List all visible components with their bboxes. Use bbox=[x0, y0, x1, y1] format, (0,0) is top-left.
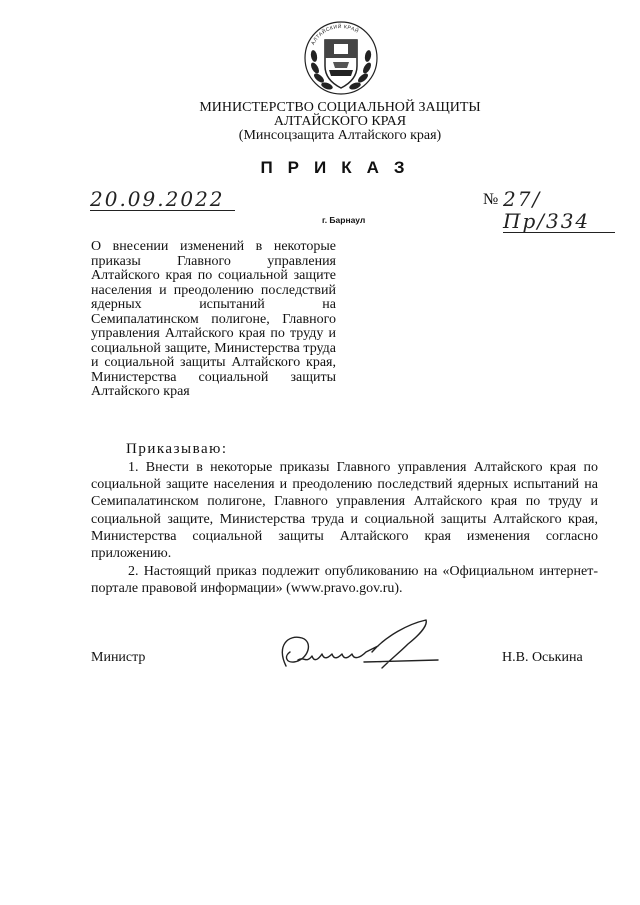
signer-title: Министр bbox=[91, 650, 146, 665]
signature-icon bbox=[268, 616, 448, 678]
ministry-name-line2: АЛТАЙСКОГО КРАЯ bbox=[273, 114, 407, 129]
order-number: 27/Пр/334 bbox=[503, 188, 615, 233]
order-item-2: 2. Настоящий приказ подлежит опубликованию на «Официальном интернет-портале правовой информации» (www.pravo.gov.ru). bbox=[91, 564, 598, 597]
ministry-name-line1: МИНИСТЕРСТВО СОЦИАЛЬНОЙ ЗАЩИТЫ bbox=[199, 100, 481, 115]
document-title: ПРИКАЗ bbox=[260, 158, 420, 177]
ministry-short-name: (Минсоцзащита Алтайского края) bbox=[238, 128, 442, 143]
number-label: № bbox=[483, 191, 499, 208]
order-directive: Приказываю: bbox=[126, 441, 228, 457]
svg-text:АЛТАЙСКИЙ КРАЙ: АЛТАЙСКИЙ КРАЙ bbox=[310, 23, 360, 47]
coat-of-arms-icon bbox=[301, 18, 381, 98]
city: г. Барнаул bbox=[322, 215, 366, 225]
order-subject: О внесении изменений в некоторые приказы Главного управления Алтайского края по социальной защите населения и преодолению последствий ядерных испытаний на Семипалатинском полигоне, Главного управления Алтайского края по труду и социальной защите, Министерства труда и социальной защиты Алтайского края, Министерства социальной защиты Алтайского края bbox=[91, 239, 336, 399]
order-date: 20.09.2022 bbox=[90, 188, 235, 211]
signer-name: Н.В. Оськина bbox=[502, 650, 583, 665]
order-item-1: 1. Внести в некоторые приказы Главного управления Алтайского края по социальной защите населения и преодолению последствий ядерных испытаний на Семипалатинском полигоне, Главного управления Алтайского края по труду и социальной защите, Министерства труда и социальной защиты Алтайского края, Министерства социальной защиты Алтайского края изменения согласно приложению. bbox=[91, 460, 598, 562]
